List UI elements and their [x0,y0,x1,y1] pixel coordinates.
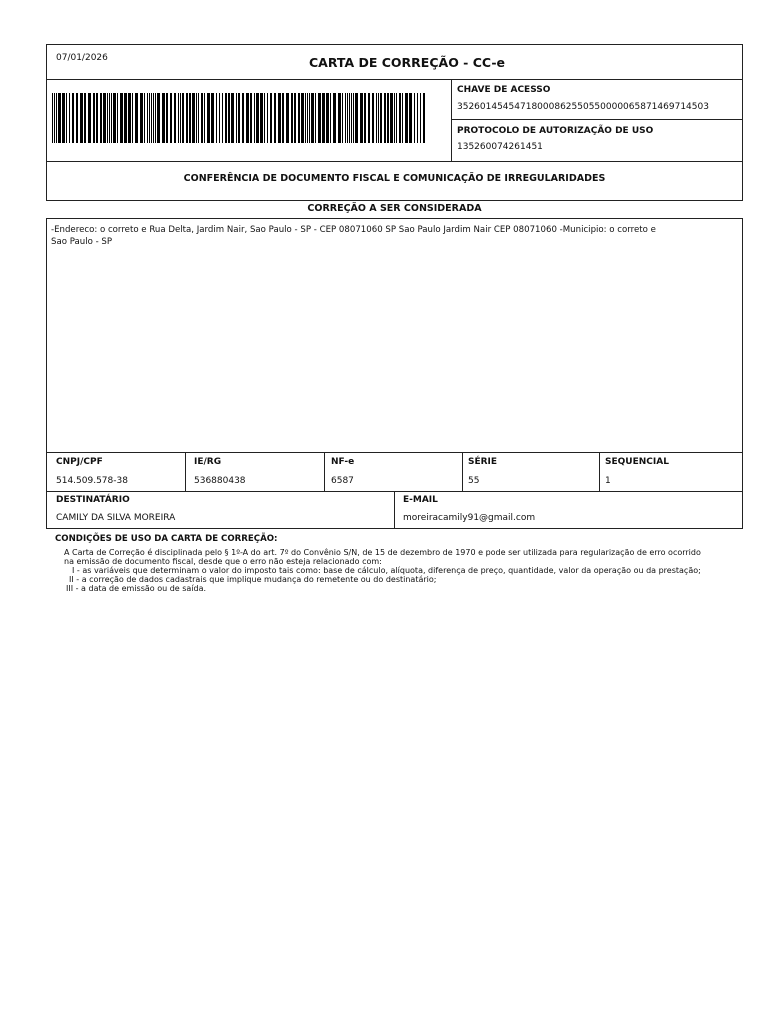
recipient-divider [394,491,395,529]
conditions-line-1: A Carta de Correção é disciplinada pelo § 1º-A do art. 7º do Convênio S/N, de 15 de dezembro de 1970 e pode ser utilizada para regularização de erro ocorrido [64,548,701,557]
conditions-line-3: I - as variáveis que determinam o valor do imposto tais como: base de cálculo, alíquota, diferença de preço, quantidade, valor da operação ou da prestação; [72,566,701,575]
header-title-divider [46,79,743,80]
doc-field-divider [185,452,186,492]
serie-label: SÉRIE [468,457,498,467]
page-title: CARTA DE CORREÇÃO - CC-e [309,55,506,70]
correction-text-line-2: Sao Paulo - SP [51,237,113,247]
sequencial-label: SEQUENCIAL [605,457,669,467]
document-date: 07/01/2026 [56,53,108,63]
serie-value: 55 [468,476,480,486]
cnpj-cpf-value: 514.509.578-38 [56,476,128,486]
conditions-line-5: III - a data de emissão ou de saída. [66,584,207,593]
doc-field-divider [324,452,325,492]
protocol-label: PROTOCOLO DE AUTORIZAÇÃO DE USO [457,126,654,136]
sequencial-value: 1 [605,476,611,486]
doc-field-divider [462,452,463,492]
key-protocol-divider [451,119,743,120]
barcode-divider [451,79,452,162]
ie-rg-label: IE/RG [194,457,222,467]
conditions-line-4: II - a correção de dados cadastrais que implique mudança do remetente ou do destinatário; [69,575,437,584]
barcode-image [52,93,428,143]
recipient-name: CAMILY DA SILVA MOREIRA [56,513,176,523]
protocol-value: 135260074261451 [457,142,543,152]
doc-field-divider [599,452,600,492]
correction-box [46,218,743,453]
ie-rg-value: 536880438 [194,476,246,486]
cnpj-cpf-label: CNPJ/CPF [56,457,103,467]
nfe-value: 6587 [331,476,354,486]
conditions-title: CONDIÇÕES DE USO DA CARTA DE CORREÇÃO: [55,534,278,544]
nfe-label: NF-e [331,457,355,467]
conditions-line-2: na emissão de documento fiscal, desde que o erro não esteja relacionado com: [64,557,382,566]
access-key-value: 35260145454718000862550550000065871469714503 [457,102,709,112]
access-key-label: CHAVE DE ACESSO [457,85,551,95]
recipient-label: DESTINATÁRIO [56,495,130,505]
correction-title: CORREÇÃO A SER CONSIDERADA [307,203,482,214]
email-value: moreiracamily91@gmail.com [403,513,536,523]
email-label: E-MAIL [403,495,438,505]
conference-title: CONFERÊNCIA DE DOCUMENTO FISCAL E COMUNICAÇÃO DE IRREGULARIDADES [183,173,606,184]
correction-text-line-1: -Endereco: o correto e Rua Delta, Jardim Nair, Sao Paulo - SP - CEP 08071060 SP Sao Paulo Jardim Nair CEP 08071060 -Municipio: o correto e [51,225,656,235]
